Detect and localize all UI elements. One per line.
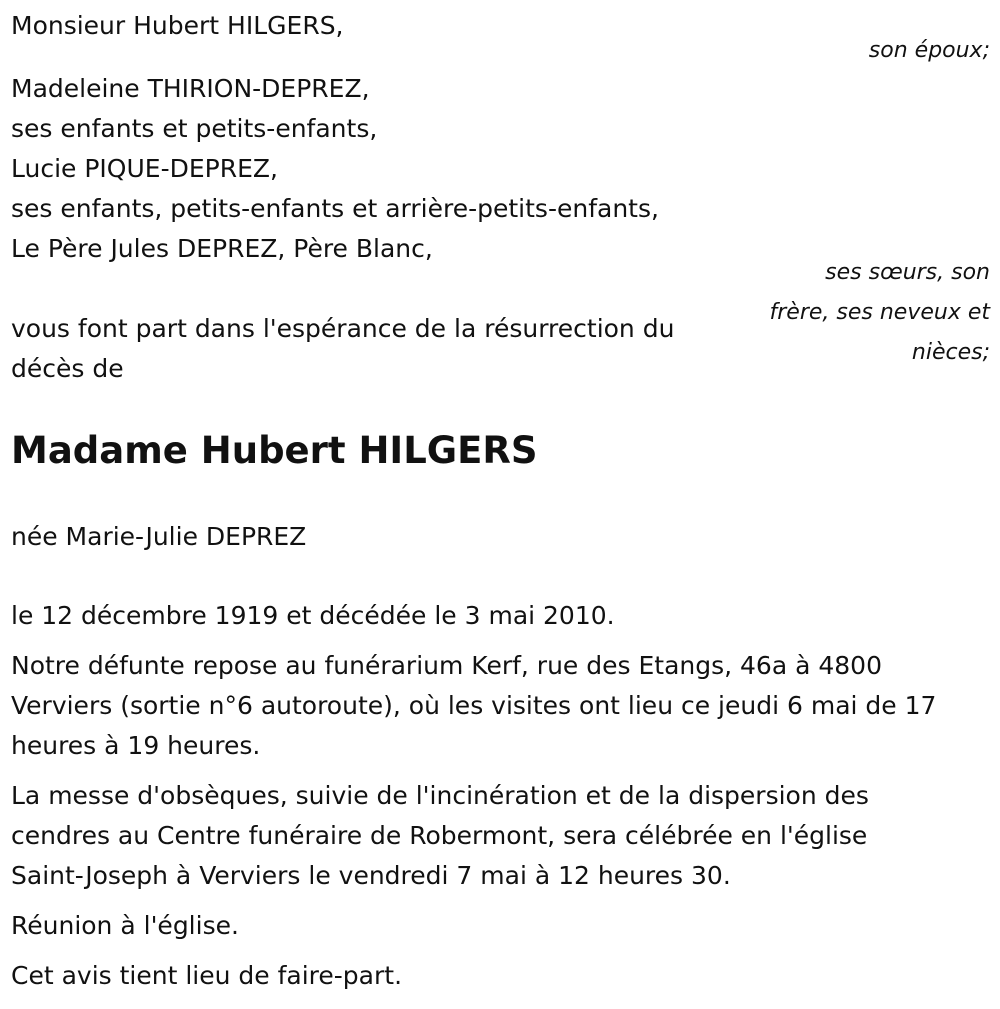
relative-line-4: ses enfants, petits-enfants et arrière-petits-enfants, [11,194,659,223]
relative-line-3: Lucie PIQUE-DEPREZ, [11,154,278,183]
mass-line-2: cendres au Centre funéraire de Robermont, sera célébrée en l'église [11,821,868,850]
dates-line: le 12 décembre 1919 et décédée le 3 mai 2010. [11,601,615,630]
rest-line-2: Verviers (sortie n°6 autoroute), où les visites ont lieu ce jeudi 6 mai de 17 [11,691,937,720]
relatives-role-line-3: nièces; [911,340,990,365]
notice-line: Cet avis tient lieu de faire-part. [11,961,403,990]
birth-name: née Marie-Julie DEPREZ [11,522,307,551]
mass-line-1: La messe d'obsèques, suivie de l'incinération et de la dispersion des [11,781,869,810]
husband-role: son époux; [868,38,990,63]
relative-line-5: Le Père Jules DEPREZ, Père Blanc, [11,234,433,263]
rest-line-3: heures à 19 heures. [11,731,261,760]
deceased-name: Madame Hubert HILGERS [11,429,538,472]
relatives-role-line-1: ses sœurs, son [825,260,990,285]
relatives-role-line-2: frère, ses neveux et [769,300,990,325]
relative-line-2: ses enfants et petits-enfants, [11,114,378,143]
announce-line-2: décès de [11,354,124,383]
rest-line-1: Notre défunte repose au funérarium Kerf, rue des Etangs, 46a à 4800 [11,651,882,680]
relative-line-1: Madeleine THIRION-DEPREZ, [11,74,370,103]
mass-line-3: Saint-Joseph à Verviers le vendredi 7 mai à 12 heures 30. [11,861,731,890]
meeting-line: Réunion à l'église. [11,911,239,940]
announce-line-1: vous font part dans l'espérance de la résurrection du [11,314,675,343]
husband-line: Monsieur Hubert HILGERS, [11,11,344,40]
